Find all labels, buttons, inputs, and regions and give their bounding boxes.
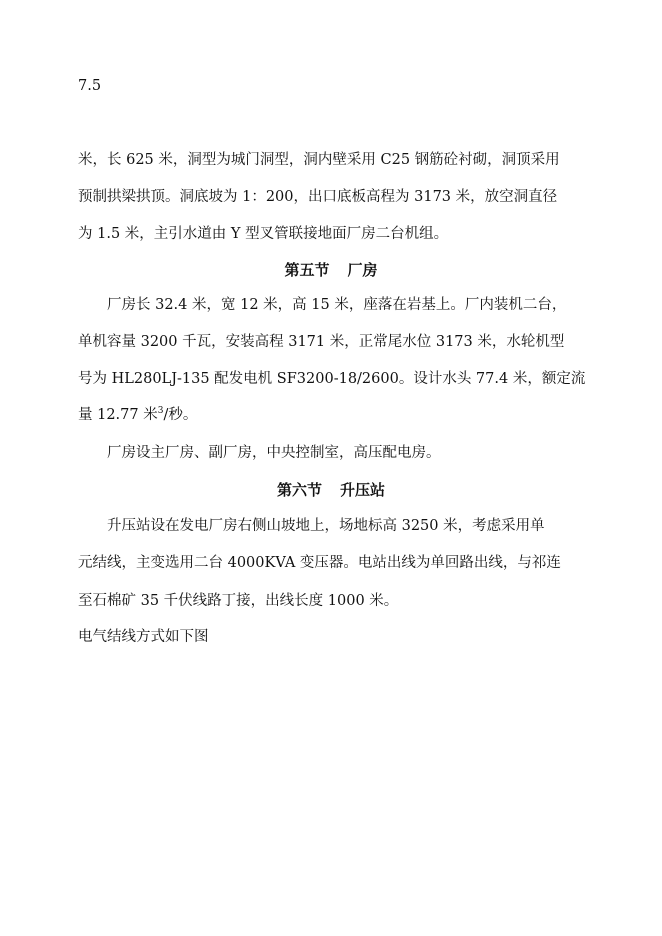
text-line: 号为 HL280LJ-135 配发电机 SF3200-18/2600。设计水头 77.4 米，额定流 bbox=[78, 371, 586, 387]
text-line bbox=[78, 406, 197, 424]
text-line: 至石棉矿 35 千伏线路丁接，出线长度 1000 米。 bbox=[78, 593, 399, 609]
superscript: 3 bbox=[157, 406, 164, 416]
text-line: 升压站设在发电厂房右侧山坡地上，场地标高 3250 米，考虑采用单 bbox=[107, 518, 545, 534]
text-line: 元结线，主变选用二台 4000KVA 变压器。电站出线为单回路出线，与祁连 bbox=[78, 555, 561, 571]
section-number: 第六节 bbox=[276, 481, 322, 499]
section-heading-substation bbox=[0, 481, 662, 499]
section-title: 厂房 bbox=[347, 261, 378, 279]
paragraph-rooms: 厂房设主厂房、副厂房，中央控制室，高压配电房。 bbox=[107, 445, 441, 461]
section-number: 第五节 bbox=[284, 261, 330, 279]
flow-text: 量 12.77 米 bbox=[78, 407, 158, 423]
text-line: 厂房长 32.4 米，宽 12 米，高 15 米，座落在岩基上。厂内装机二台， bbox=[107, 297, 567, 313]
text-line: 单机容量 3200 千瓦，安装高程 3171 米，正常尾水位 3173 米，水轮机型 bbox=[78, 334, 565, 350]
text-line: 预制拱梁拱顶。洞底坡为 1：200，出口底板高程为 3173 米，放空洞直径 bbox=[78, 189, 558, 205]
flow-unit: /秒。 bbox=[163, 407, 198, 423]
text-line: 米，长 625 米，洞型为城门洞型，洞内壁采用 C25 钢筋砼衬砌，洞顶采用 bbox=[78, 152, 560, 168]
page-number: 7.5 bbox=[78, 78, 102, 94]
text-line: 为 1.5 米，主引水道由 Y 型叉管联接地面厂房二台机组。 bbox=[78, 226, 449, 242]
section-heading-powerhouse bbox=[0, 261, 662, 279]
section-title: 升压站 bbox=[340, 481, 386, 499]
paragraph-wiring-note: 电气结线方式如下图 bbox=[78, 629, 209, 645]
